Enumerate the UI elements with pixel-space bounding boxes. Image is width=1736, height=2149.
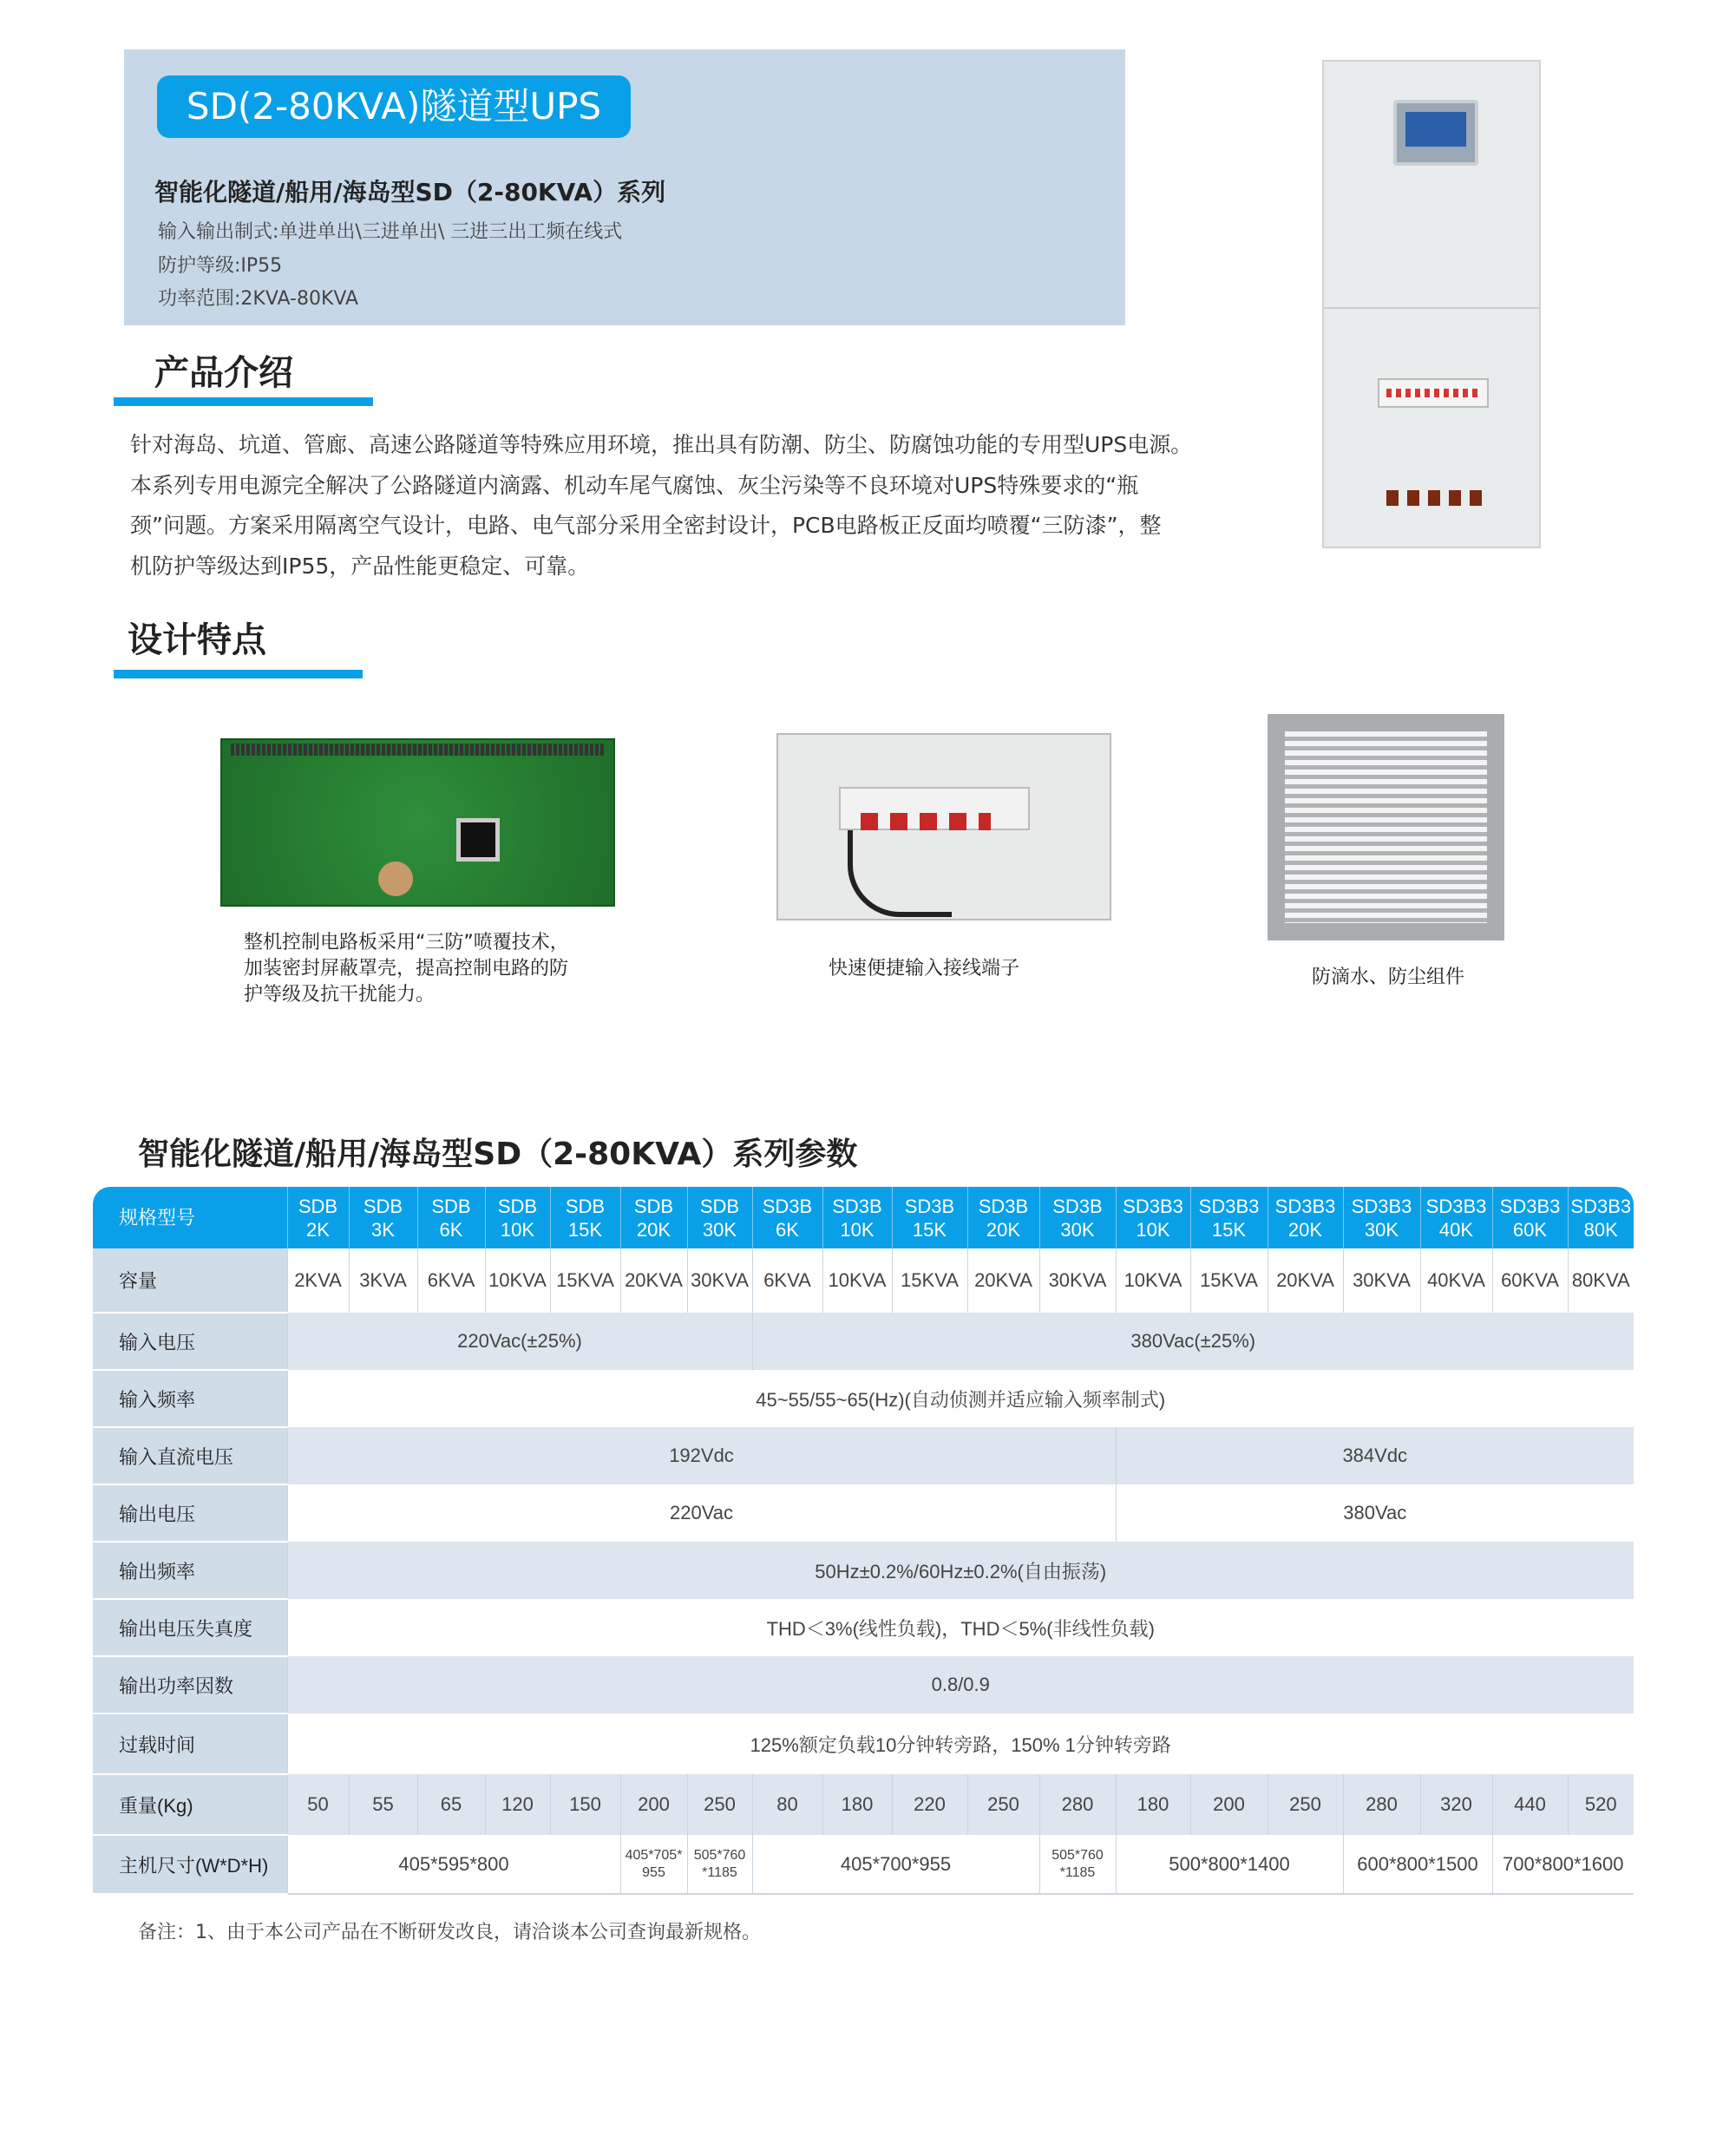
capacity-cell: 10KVA (485, 1248, 550, 1313)
model-header: SDB 30K (687, 1187, 752, 1248)
table-row-capacity: 容量 2KVA 3KVA 6KVA 10KVA 15KVA 20KVA 30KVA 6KVA 10KVA 15KVA 20KVA 30KVA 10KVA 15KVA 20KVA 30KVA 40KVA 60KVA 80KVA (93, 1248, 1634, 1313)
model-header: SD3B3 40K (1420, 1187, 1492, 1248)
capacity-cell: 6KVA (417, 1248, 485, 1313)
table-row-dc-voltage: 输入直流电压 192Vdc 384Vdc (93, 1427, 1634, 1484)
capacity-cell: 15KVA (1190, 1248, 1268, 1313)
model-header: SD3B 30K (1039, 1187, 1116, 1248)
model-header: SDB 6K (417, 1187, 485, 1248)
capacity-cell: 20KVA (620, 1248, 687, 1313)
size-cell: 405*700*955 (752, 1835, 1039, 1894)
table-row-power-factor: 输出功率因数 0.8/0.9 (93, 1656, 1634, 1713)
capacity-cell: 30KVA (687, 1248, 752, 1313)
capacity-cell: 60KVA (1492, 1248, 1568, 1313)
table-row-size: 主机尺寸(W*D*H) 405*595*800 405*705* 955 505*760 *1185 405*700*955 505*760 *1185 500*800*1400 600*800*1500 700*800*1600 (93, 1835, 1634, 1894)
spec-table (93, 1187, 1634, 1895)
model-header: SD3B3 30K (1343, 1187, 1420, 1248)
model-header: SD3B 6K (752, 1187, 822, 1248)
terminal-image (776, 733, 1111, 921)
capacity-cell: 30KVA (1039, 1248, 1116, 1313)
table-title: 智能化隧道/船用/海岛型SD（2-80KVA）系列参数 (138, 1137, 858, 1172)
breaker-panel (1378, 378, 1489, 408)
weight-cell: 520 (1568, 1774, 1634, 1835)
capacity-cell: 80KVA (1568, 1248, 1634, 1313)
weight-cell: 280 (1039, 1774, 1116, 1835)
header-label: 规格型号 (93, 1187, 287, 1248)
intro-line: 本系列专用电源完全解决了公路隧道内滴露、机动车尾气腐蚀、灰尘污染等不良环境对UPS特殊要求的“瓶 (130, 472, 1139, 498)
model-header: SDB 3K (349, 1187, 417, 1248)
weight-cell: 200 (620, 1774, 687, 1835)
table-row-output-voltage: 输出电压 220Vac 380Vac (93, 1484, 1634, 1542)
table-header-row (93, 1187, 1634, 1248)
capacity-cell: 2KVA (287, 1248, 349, 1313)
capacity-cell: 10KVA (1116, 1248, 1190, 1313)
weight-cell: 220 (892, 1774, 967, 1835)
weight-cell: 250 (967, 1774, 1039, 1835)
pcb-caption: 整机控制电路板采用“三防”喷覆技术， 加装密封屏蔽罩壳，提高控制电路的防 护等级及抗干扰能力。 (244, 932, 569, 1006)
model-header: SD3B3 15K (1190, 1187, 1268, 1248)
ups-cabinet-image (1322, 60, 1541, 548)
capacity-cell: 20KVA (967, 1248, 1039, 1313)
spec-power: 功率范围:2KVA-80KVA (158, 288, 359, 310)
capacity-cell: 6KVA (752, 1248, 822, 1313)
intro-paragraph (130, 425, 1223, 586)
model-header: SD3B3 20K (1268, 1187, 1343, 1248)
model-header: SD3B 15K (892, 1187, 967, 1248)
weight-cell: 280 (1343, 1774, 1420, 1835)
terminal-caption: 快速便捷输入接线端子 (829, 958, 1020, 979)
display-window (1393, 100, 1478, 166)
table-row-overload: 过载时间 125%额定负载10分钟转旁路，150% 1分钟转旁路 (93, 1713, 1634, 1774)
weight-cell: 55 (349, 1774, 417, 1835)
size-cell: 505*760 *1185 (687, 1835, 752, 1894)
capacity-cell: 15KVA (550, 1248, 620, 1313)
terminal-row (1386, 490, 1482, 506)
features-underline (114, 670, 363, 678)
size-cell: 405*595*800 (287, 1835, 620, 1894)
model-header: SDB 10K (485, 1187, 550, 1248)
intro-line: 颈”问题。方案采用隔离空气设计，电路、电气部分采用全密封设计，PCB电路板正反面均喷覆“三防漆”，整 (130, 513, 1162, 538)
capacity-cell: 15KVA (892, 1248, 967, 1313)
capacity-cell: 20KVA (1268, 1248, 1343, 1313)
model-header: SD3B 10K (822, 1187, 892, 1248)
table-row-output-frequency: 输出频率 50Hz±0.2%/60Hz±0.2%(自由振荡) (93, 1542, 1634, 1599)
capacity-cell: 3KVA (349, 1248, 417, 1313)
model-header: SDB 2K (287, 1187, 349, 1248)
features-heading: 设计特点 (128, 620, 266, 660)
table-row-weight: 重量(Kg) 50 55 65 120 150 200 250 80 180 220 250 280 180 200 250 280 320 440 520 (93, 1774, 1634, 1835)
intro-line: 机防护等级达到IP55，产品性能更稳定、可靠。 (130, 553, 590, 579)
intro-line: 针对海岛、坑道、管廊、高速公路隧道等特殊应用环境，推出具有防潮、防尘、防腐蚀功能的专用型UPS电源。 (130, 432, 1193, 457)
model-header: SD3B3 80K (1568, 1187, 1634, 1248)
weight-cell: 250 (1268, 1774, 1343, 1835)
table-row-input-frequency: 输入频率 45~55/55~65(Hz)(自动侦测并适应输入频率制式) (93, 1370, 1634, 1427)
intro-heading: 产品介绍 (154, 353, 293, 393)
weight-cell: 80 (752, 1774, 822, 1835)
model-header: SDB 20K (620, 1187, 687, 1248)
model-header: SD3B3 60K (1492, 1187, 1568, 1248)
weight-cell: 150 (550, 1774, 620, 1835)
weight-cell: 120 (485, 1774, 550, 1835)
size-cell: 700*800*1600 (1492, 1835, 1634, 1894)
pcb-image (220, 738, 615, 907)
weight-cell: 440 (1492, 1774, 1568, 1835)
size-cell: 505*760 *1185 (1039, 1835, 1116, 1894)
intro-underline (114, 397, 373, 406)
size-cell: 500*800*1400 (1116, 1835, 1343, 1894)
spec-io: 输入输出制式:单进单出\三进单出\ 三进三出工频在线式 (158, 221, 623, 243)
capacity-cell: 30KVA (1343, 1248, 1420, 1313)
product-badge: SD(2-80KVA)隧道型UPS (157, 75, 631, 138)
capacity-cell: 40KVA (1420, 1248, 1492, 1313)
capacity-cell: 10KVA (822, 1248, 892, 1313)
spec-ip: 防护等级:IP55 (158, 255, 283, 277)
size-cell: 600*800*1500 (1343, 1835, 1492, 1894)
weight-cell: 180 (822, 1774, 892, 1835)
footnote: 备注：1、由于本公司产品在不断研发改良，请洽谈本公司查询最新规格。 (138, 1922, 761, 1943)
series-subtitle: 智能化隧道/船用/海岛型SD（2-80KVA）系列 (154, 178, 666, 206)
table-row-thd: 输出电压失真度 THD＜3%(线性负载)，THD＜5%(非线性负载) (93, 1599, 1634, 1656)
vent-image (1268, 714, 1504, 940)
vent-caption: 防滴水、防尘组件 (1312, 966, 1465, 988)
weight-cell: 65 (417, 1774, 485, 1835)
weight-cell: 50 (287, 1774, 349, 1835)
weight-cell: 250 (687, 1774, 752, 1835)
weight-cell: 180 (1116, 1774, 1190, 1835)
weight-cell: 320 (1420, 1774, 1492, 1835)
model-header: SD3B3 10K (1116, 1187, 1190, 1248)
model-header: SD3B 20K (967, 1187, 1039, 1248)
model-header: SDB 15K (550, 1187, 620, 1248)
table-row-input-voltage: 输入电压 220Vac(±25%) 380Vac(±25%) (93, 1313, 1634, 1370)
size-cell: 405*705* 955 (620, 1835, 687, 1894)
weight-cell: 200 (1190, 1774, 1268, 1835)
